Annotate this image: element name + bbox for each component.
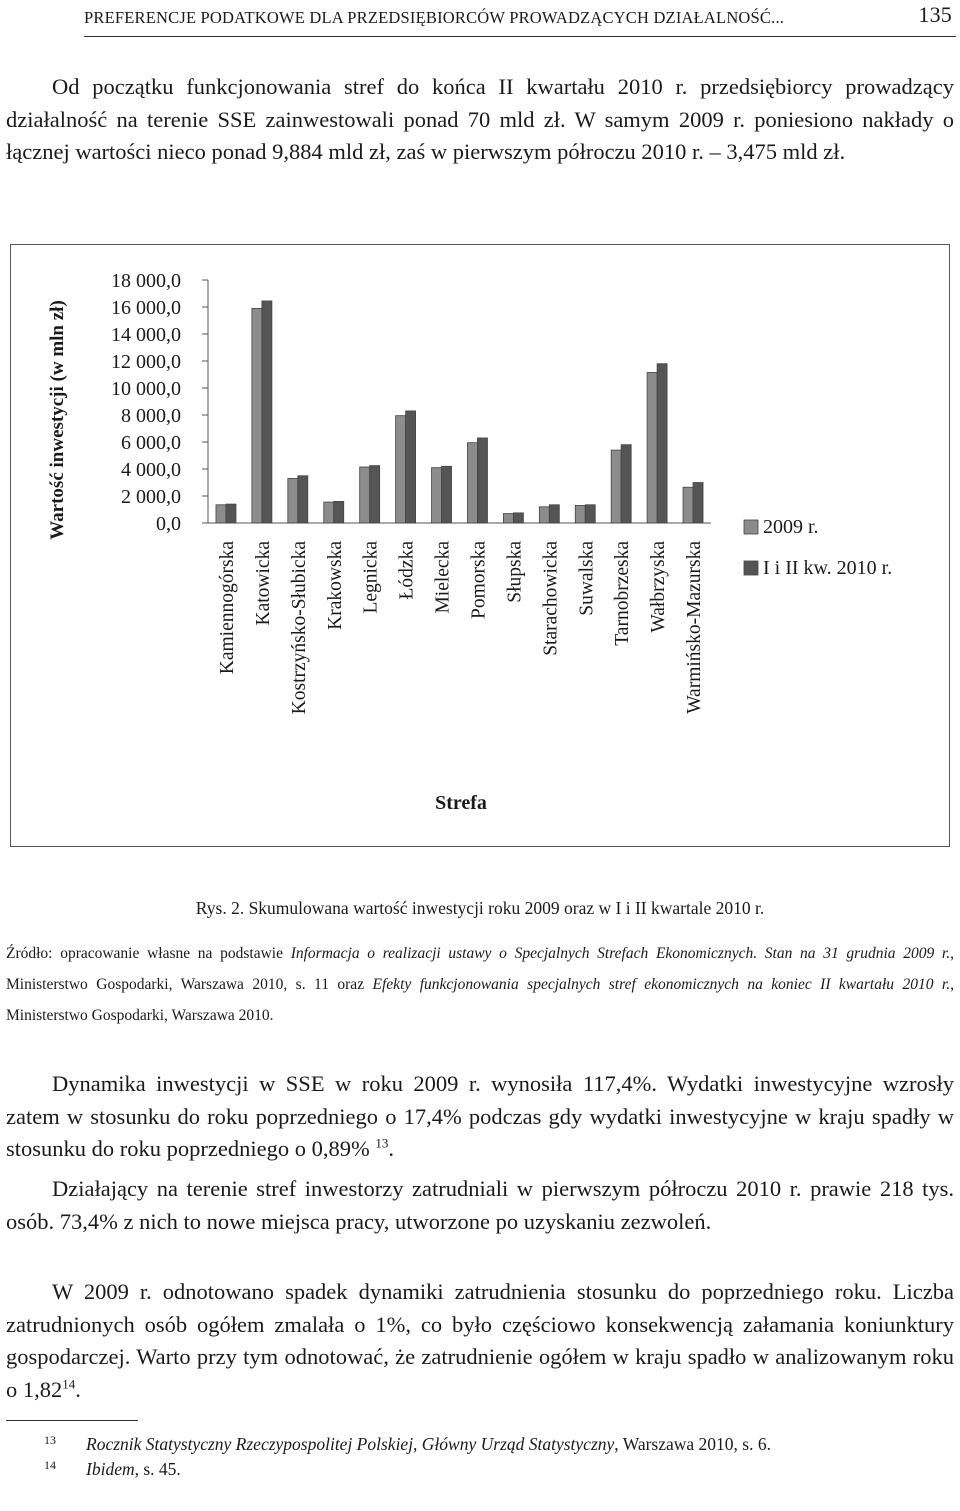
paragraph-2-text: Dynamika inwestycji w SSE w roku 2009 r. wynosiła 117,4%. Wydatki inwestycyjne wzrosły zatem w stosunku do roku poprzedniego o 17,4% podczas gdy wydatki inwestycyjne w kraju spadły w stosunku do roku poprzedniego o 0,89% (6, 1071, 954, 1161)
bar-2009-6 (432, 468, 442, 523)
footnote-number: 13 (44, 1433, 56, 1447)
x-tick-label: Słupska (504, 541, 526, 603)
x-tick-label: Mielecka (432, 541, 454, 614)
x-tick-label: Łódzka (396, 541, 418, 600)
y-tick-label: 12 000,0 (111, 351, 181, 373)
y-tick-label: 6 000,0 (121, 432, 181, 454)
y-tick-label: 14 000,0 (111, 324, 181, 346)
y-tick-label: 0,0 (156, 513, 181, 535)
paragraph-2-end: . (388, 1136, 394, 1161)
paragraph-1: Od początku funkcjonowania stref do końca II kwartału 2010 r. przedsiębiorcy prowadzący działalność na terenie SSE zainwestowali ponad 70 mld zł. W samym 2009 r. poniesiono nakłady o łącznej wartości nieco ponad 9,884 mld zł, zaś w pierwszym półroczu 2010 r. – 3,475 mld zł. (6, 74, 954, 164)
y-tick-label: 18 000,0 (111, 270, 181, 292)
x-tick-label: Wałbrzyska (648, 541, 670, 633)
bar-2010-6 (442, 466, 452, 523)
x-tick-label: Tarnobrzeska (612, 541, 634, 646)
bar-2010-0 (226, 504, 236, 523)
bar-2009-7 (467, 443, 477, 523)
x-tick-label: Starachowicka (540, 541, 562, 656)
x-tick-label: Kamiennogórska (216, 541, 238, 675)
bar-2010-13 (693, 483, 703, 524)
x-tick-label: Legnicka (360, 541, 382, 614)
legend-swatch (744, 561, 758, 575)
x-tick-label: Krakowska (324, 541, 346, 630)
bar-2010-4 (370, 466, 380, 523)
bar-2010-9 (549, 505, 559, 523)
page-number: 135 (918, 2, 952, 27)
x-axis-label: Strefa (435, 792, 487, 814)
bar-2010-12 (657, 364, 667, 523)
paragraph-4-text: W 2009 r. odnotowano spadek dynamiki zatrudnienia stosunku do poprzedniego roku. Liczba zatrudnionych osób ogółem zmalała o 1%, co było częściowo konsekwencją załamania koniunktury gospodarczej. Warto przy tym odnotować, że zatrudnienie ogółem w kraju spadło w analizowanym roku o 1,82 (6, 1279, 954, 1402)
source-prefix: Źródło: opracowanie własne na podstawie (6, 945, 291, 962)
y-axis-label: Wartość inwestycji (w mln zł) (47, 300, 68, 540)
bar-2009-10 (575, 505, 585, 523)
investment-bar-chart (11, 245, 948, 845)
y-tick-label: 10 000,0 (111, 378, 181, 400)
x-tick-label: Pomorska (468, 541, 490, 619)
paragraph-4 (6, 1276, 954, 1406)
figure-caption: Rys. 2. Skumulowana wartość inwestycji roku 2009 oraz w I i II kwartale 2010 r. (195, 898, 765, 918)
bar-2010-5 (406, 411, 416, 523)
bar-2009-9 (539, 507, 549, 523)
footnote-rest: , s. 45. (134, 1459, 181, 1479)
x-tick-label: Kostrzyńsko-Słubicka (288, 541, 310, 715)
source-mid: , Ministerstwo Gospodarki, Warszawa 2010, s. 11 oraz (6, 945, 954, 993)
bar-2009-11 (611, 450, 621, 523)
y-tick-label: 16 000,0 (111, 297, 181, 319)
bar-2010-10 (585, 505, 595, 523)
legend-swatch (744, 520, 758, 534)
y-tick-label: 8 000,0 (121, 405, 181, 427)
legend-label: 2009 r. (763, 516, 819, 538)
x-tick-label: Katowicka (252, 541, 274, 626)
source-suffix: , Ministerstwo Gospodarki, Warszawa 2010. (6, 976, 954, 1024)
chart-frame (10, 244, 950, 847)
source-title-1: Informacja o realizacji ustawy o Specjalnych Strefach Ekonomicznych. Stan na 31 grudnia 2009 r. (290, 945, 951, 962)
bar-2009-5 (396, 416, 406, 523)
legend-label: I i II kw. 2010 r. (763, 557, 893, 579)
source-title-2: Efekty funkcjonowania specjalnych stref ekonomicznych na koniec II kwartału 2010 r. (372, 976, 951, 993)
x-tick-label: Warmińsko-Mazurska (684, 541, 706, 714)
paragraph-2 (6, 1068, 954, 1166)
y-tick-label: 4 000,0 (121, 459, 181, 481)
bar-2010-1 (262, 301, 272, 523)
bar-2010-2 (298, 476, 308, 523)
bar-2009-12 (647, 372, 657, 523)
bar-2009-4 (360, 467, 370, 523)
bar-2010-3 (334, 501, 344, 523)
bar-2009-8 (503, 514, 513, 523)
paragraph-4-end: . (75, 1376, 81, 1402)
bar-2009-13 (683, 487, 693, 523)
bar-2010-7 (477, 438, 487, 523)
footnote-title: Ibidem (86, 1459, 135, 1479)
y-tick-label: 2 000,0 (121, 486, 181, 508)
footnote-title: Rocznik Statystyczny Rzeczypospolitej Polskiej, Główny Urząd Statystyczny (86, 1434, 615, 1454)
running-header (84, 2, 956, 37)
bar-2009-2 (288, 478, 298, 523)
footnote-rest: , Warszawa 2010, s. 6. (614, 1434, 771, 1454)
bar-2009-1 (252, 308, 262, 523)
footnote-number: 14 (44, 1458, 56, 1472)
bar-2009-0 (216, 505, 226, 523)
bar-2010-8 (513, 513, 523, 523)
x-tick-label: Suwalska (576, 541, 598, 616)
paragraph-3: Działający na terenie stref inwestorzy zatrudniali w pierwszym półroczu 2010 r. prawie 218 tys. osób. 73,4% z nich to nowe miejsca pracy, utworzone po uzyskaniu zezwoleń. (6, 1176, 954, 1234)
header-title: PREFERENCJE PODATKOWE DLA PRZEDSIĘBIORCÓW PROWADZĄCYCH DZIAŁALNOŚĆ... (84, 8, 785, 27)
footnote-ref-13[interactable]: 13 (375, 1135, 389, 1151)
footnote-separator (6, 1420, 138, 1421)
figure-source (6, 938, 954, 1031)
bar-2010-11 (621, 445, 631, 523)
bar-2009-3 (324, 502, 334, 523)
footnote-ref-14[interactable]: 14 (62, 1376, 76, 1391)
